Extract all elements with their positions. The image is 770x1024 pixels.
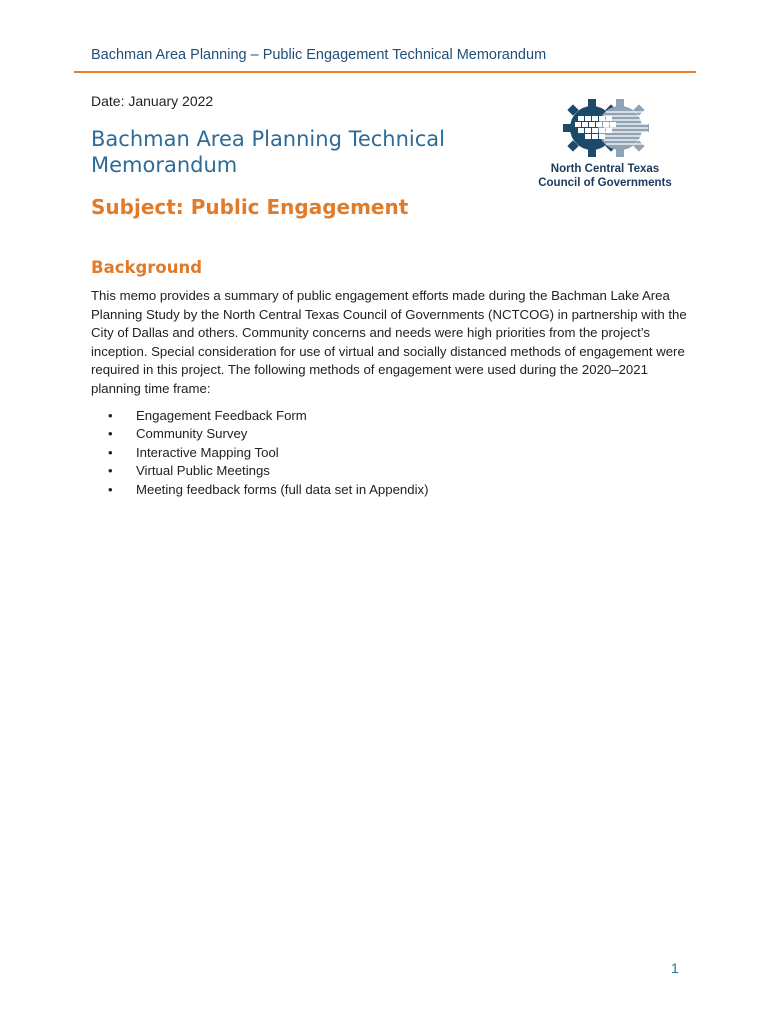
logo-line-1: North Central Texas [550,163,660,175]
list-item [108,425,428,443]
list-item-text: Community Survey [136,426,248,442]
list-item [108,462,428,480]
bullet-icon: • [108,481,113,497]
logo-line-2: Council of Governments [538,177,672,189]
list-item-text: Interactive Mapping Tool [136,444,279,460]
bullet-icon: • [108,408,113,423]
background-paragraph: This memo provides a summary of public engagement efforts made during the Bachman Lake Area Planning Study by the North Central Texas Council of Governments (NCTCOG) in partnership with the City of Dallas and others. Community concerns and needs were high priorities from the project’s inception. Special consideration for use of virtual and socially distanced methods of engagement were required in this project. The following methods of engagement were used during the 2020–2021 planning time frame: [91,288,687,396]
bullet-icon: • [108,444,113,460]
list-item-text: Engagement Feedback Form [136,408,307,423]
bullet-icon: • [108,426,113,442]
section-heading-background: Background [91,258,203,277]
page-number: 1 [671,960,679,976]
logo-wordmark [530,162,680,190]
document-title: Bachman Area Planning Technical Memorandum [91,127,446,177]
running-header: Bachman Area Planning – Public Engagement Technical Memorandum [91,47,547,63]
memo-date: Date: January 2022 [91,93,214,109]
header-rule [74,71,696,73]
nctcog-logo [530,96,680,196]
memo-subject: Subject: Public Engagement [91,195,409,219]
list-item-text: Virtual Public Meetings [136,463,270,479]
engagement-methods-list [108,407,428,499]
list-item [108,444,428,462]
list-item [108,481,428,499]
bullet-icon: • [108,463,113,479]
gear-map-logo-icon [558,96,652,162]
list-item [108,407,428,425]
list-item-text: Meeting feedback forms (full data set in Appendix) [136,481,429,497]
